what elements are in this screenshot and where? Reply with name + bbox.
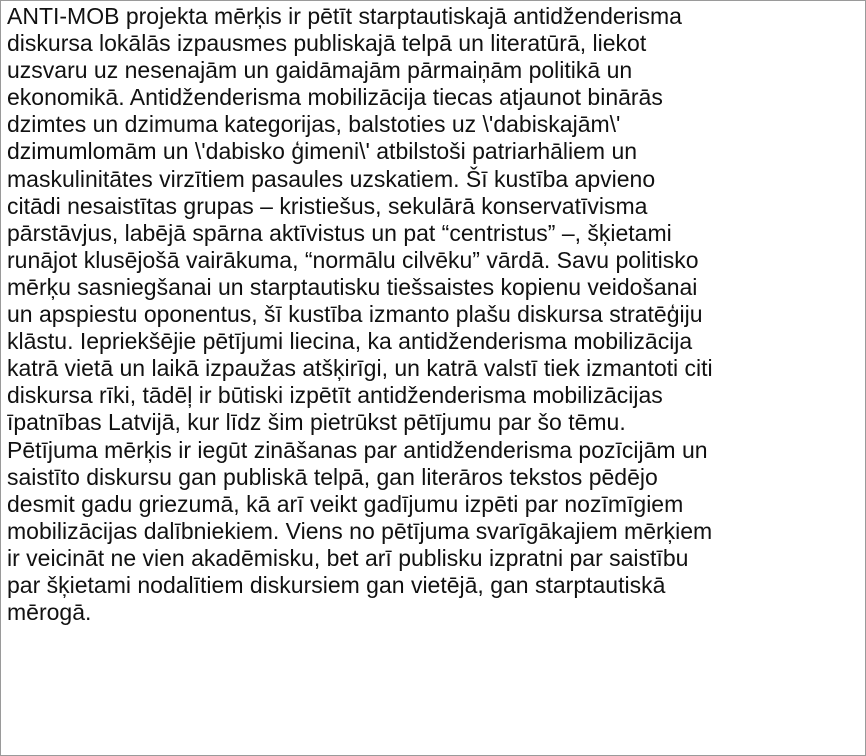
- text-line: klāstu. Iepriekšējie pētījumi liecina, ka antidženderisma mobilizācija: [7, 328, 693, 355]
- text-line: dzimtes un dzimuma kategorijas, balstoties uz \'dabiskajām\': [7, 111, 621, 138]
- text-line: maskulinitātes virzītiem pasaules uzskatiem. Šī kustība apvieno: [7, 165, 656, 192]
- text-line: diskursa lokālās izpausmes publiskajā telpā un literatūrā, liekot: [7, 30, 647, 57]
- text-line: katrā vietā un laikā izpaužas atšķirīgi, un katrā valstī tiek izmantoti citi: [7, 355, 713, 382]
- text-line: ir veicināt ne vien akadēmisku, bet arī publisku izpratni par saistību: [7, 544, 689, 571]
- text-line: par šķietami nodalītiem diskursiem gan vietējā, gan starptautiskā: [7, 571, 666, 598]
- text-line: ANTI-MOB projekta mērķis ir pētīt starptautiskajā antidženderisma: [7, 3, 682, 29]
- text-line: citādi nesaistītas grupas – kristiešus, sekulārā konservatīvisma: [7, 192, 648, 219]
- text-line: mērķu sasniegšanai un starptautisku tiešsaistes kopienu veidošanai: [7, 273, 698, 300]
- project-description: [7, 3, 863, 626]
- text-line: diskursa rīki, tādēļ ir būtiski izpētīt antidženderisma mobilizācijas: [7, 382, 663, 409]
- text-line: ekonomikā. Antidženderisma mobilizācija tiecas atjaunot binārās: [7, 84, 663, 111]
- text-line: uzsvaru uz nesenajām un gaidāmajām pārmaiņām politikā un: [7, 57, 633, 84]
- text-line: pārstāvjus, labējā spārna aktīvistus un pat “centristus” –, šķietami: [7, 219, 672, 246]
- text-line: Pētījuma mērķis ir iegūt zināšanas par antidženderisma pozīcijām un: [7, 436, 708, 463]
- text-line: runājot klusējošā vairākuma, “normālu cilvēku” vārdā. Savu politisko: [7, 246, 699, 273]
- text-line: un apspiestu oponentus, šī kustība izmanto plašu diskursa stratēģiju: [7, 301, 703, 328]
- text-line: desmit gadu griezumā, kā arī veikt gadījumu izpēti par nozīmīgiem: [7, 490, 684, 517]
- text-line: mobilizācijas dalībniekiem. Viens no pētījuma svarīgākajiem mērķiem: [7, 517, 713, 544]
- text-line: mērogā.: [7, 599, 92, 626]
- text-line: īpatnības Latvijā, kur līdz šim pietrūkst pētījumu par šo tēmu.: [7, 409, 626, 436]
- text-line: saistīto diskursu gan publiskā telpā, gan literāros tekstos pēdējo: [7, 463, 658, 490]
- text-line: dzimumlomām un \'dabisko ģimeni\' atbilstoši patriarhāliem un: [7, 138, 638, 165]
